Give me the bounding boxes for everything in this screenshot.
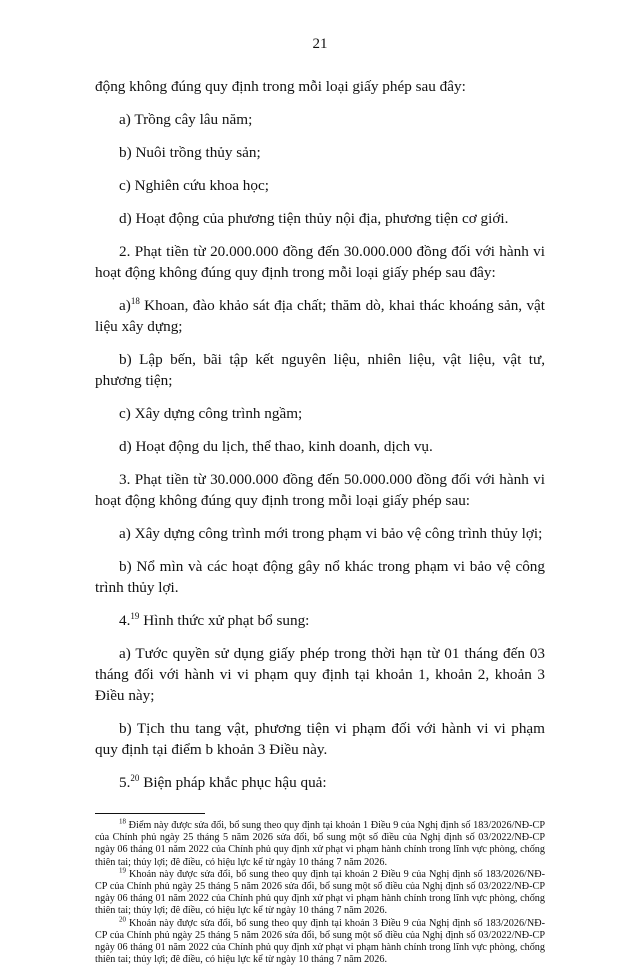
paragraph xyxy=(95,718,545,760)
paragraph-prefix: a) xyxy=(119,297,131,314)
paragraph-text: d) Hoạt động du lịch, thể thao, kinh doanh, dịch vụ. xyxy=(119,438,433,455)
paragraph-text: c) Xây dựng công trình ngầm; xyxy=(119,405,303,422)
paragraph xyxy=(95,610,545,631)
paragraph-prefix: 5. xyxy=(119,774,131,791)
footnote-text: Khoản này được sửa đổi, bổ sung theo quy định tại khoản 3 Điều 9 của Nghị định số 183/2026/NĐ-CP của Chính phủ ngày 25 tháng 5 năm 2026 sửa đổi, bổ sung một số điều của Nghị định số 03/2022/NĐ-CP ngày 06 tháng 01 năm 2022 của Chính phủ quy định xử phạt vi phạm hành chính trong lĩnh vực phòng, chống thiên tai; thủy lợi; đê điều, có hiệu lực kể từ ngày 10 tháng 7 năm 2026. xyxy=(95,917,545,966)
paragraph xyxy=(95,142,545,163)
paragraph xyxy=(95,403,545,424)
paragraph xyxy=(95,241,545,283)
paragraph-text: b) Nuôi trồng thủy sản; xyxy=(119,144,261,161)
page-number: 21 xyxy=(312,36,328,52)
paragraph-text: c) Nghiên cứu khoa học; xyxy=(119,177,269,194)
footnote-number: 18 xyxy=(119,817,126,826)
footnote-text: Khoản này được sửa đổi, bổ sung theo quy định tại khoản 2 Điều 9 của Nghị định số 183/2026/NĐ-CP của Chính phủ ngày 25 tháng 5 năm 2026 sửa đổi, bổ sung một số điều của Nghị định số 03/2022/NĐ-CP ngày 06 tháng 01 năm 2022 của Chính phủ quy định xử phạt vi phạm hành chính trong lĩnh vực phòng, chống thiên tai; thủy lợi; đê điều, có hiệu lực kể từ ngày 10 tháng 7 năm 2026. xyxy=(95,868,545,917)
paragraph-text: d) Hoạt động của phương tiện thủy nội địa, phương tiện cơ giới. xyxy=(119,210,509,227)
paragraph-text: 2. Phạt tiền từ 20.000.000 đồng đến 30.000.000 đồng đối với hành vi hoạt động không đúng quy định trong mỗi loại giấy phép sau đây: xyxy=(95,243,545,281)
document-body xyxy=(95,76,545,793)
paragraph-prefix: 4. xyxy=(119,612,131,629)
paragraph xyxy=(95,109,545,130)
paragraph xyxy=(95,469,545,511)
paragraph xyxy=(95,772,545,793)
footnotes xyxy=(95,817,545,966)
footnote xyxy=(95,817,545,869)
paragraph-text: a) Trồng cây lâu năm; xyxy=(119,111,253,128)
paragraph xyxy=(95,76,545,97)
paragraph-text: Hình thức xử phạt bổ sung: xyxy=(139,612,310,629)
footnote xyxy=(95,915,545,966)
paragraph xyxy=(95,175,545,196)
paragraph-text: Khoan, đào khảo sát địa chất; thăm dò, khai thác khoáng sản, vật liệu xây dựng; xyxy=(95,297,545,335)
footnote xyxy=(95,866,545,918)
footnote-separator xyxy=(95,813,205,814)
paragraph-text: 3. Phạt tiền từ 30.000.000 đồng đến 50.000.000 đồng đối với hành vi hoạt động không đúng quy định trong mỗi loại giấy phép sau: xyxy=(95,471,545,509)
footnote-text: Điểm này được sửa đổi, bổ sung theo quy định tại khoản 1 Điều 9 của Nghị định số 183/2026/NĐ-CP của Chính phủ ngày 25 tháng 5 năm 2026 sửa đổi, bổ sung một số điều của Nghị định số 03/2022/NĐ-CP ngày 06 tháng 01 năm 2022 của Chính phủ quy định xử phạt vi phạm hành chính trong lĩnh vực phòng, chống thiên tai; thủy lợi; đê điều, có hiệu lực kể từ ngày 10 tháng 7 năm 2026. xyxy=(95,820,545,868)
paragraph-text: b) Lập bến, bãi tập kết nguyên liệu, nhiên liệu, vật liệu, vật tư, phương tiện; xyxy=(95,351,545,389)
paragraph-text: a) Xây dựng công trình mới trong phạm vi bảo vệ công trình thủy lợi; xyxy=(119,525,543,542)
footnote-reference: 19 xyxy=(130,610,140,621)
paragraph-text: động không đúng quy định trong mỗi loại giấy phép sau đây: xyxy=(95,78,466,95)
footnote-number: 19 xyxy=(119,866,126,875)
paragraph-text: Biện pháp khắc phục hậu quả: xyxy=(139,774,327,791)
paragraph xyxy=(95,295,545,337)
paragraph-text: a) Tước quyền sử dụng giấy phép trong thời hạn từ 01 tháng đến 03 tháng đối với hành vi vi phạm quy định tại khoản 1, khoản 2, khoản 3 Điều này; xyxy=(95,645,545,704)
footnote-reference: 20 xyxy=(130,772,140,783)
paragraph xyxy=(95,523,545,544)
paragraph-text: b) Nổ mìn và các hoạt động gây nổ khác trong phạm vi bảo vệ công trình thủy lợi. xyxy=(95,558,545,596)
paragraph xyxy=(95,349,545,391)
paragraph-text: b) Tịch thu tang vật, phương tiện vi phạm đối với hành vi vi phạm quy định tại điểm b khoản 3 Điều này. xyxy=(95,720,545,758)
paragraph xyxy=(95,208,545,229)
paragraph xyxy=(95,643,545,706)
footnote-reference: 18 xyxy=(130,295,140,306)
footnote-number: 20 xyxy=(119,915,126,924)
paragraph xyxy=(95,436,545,457)
paragraph xyxy=(95,556,545,598)
